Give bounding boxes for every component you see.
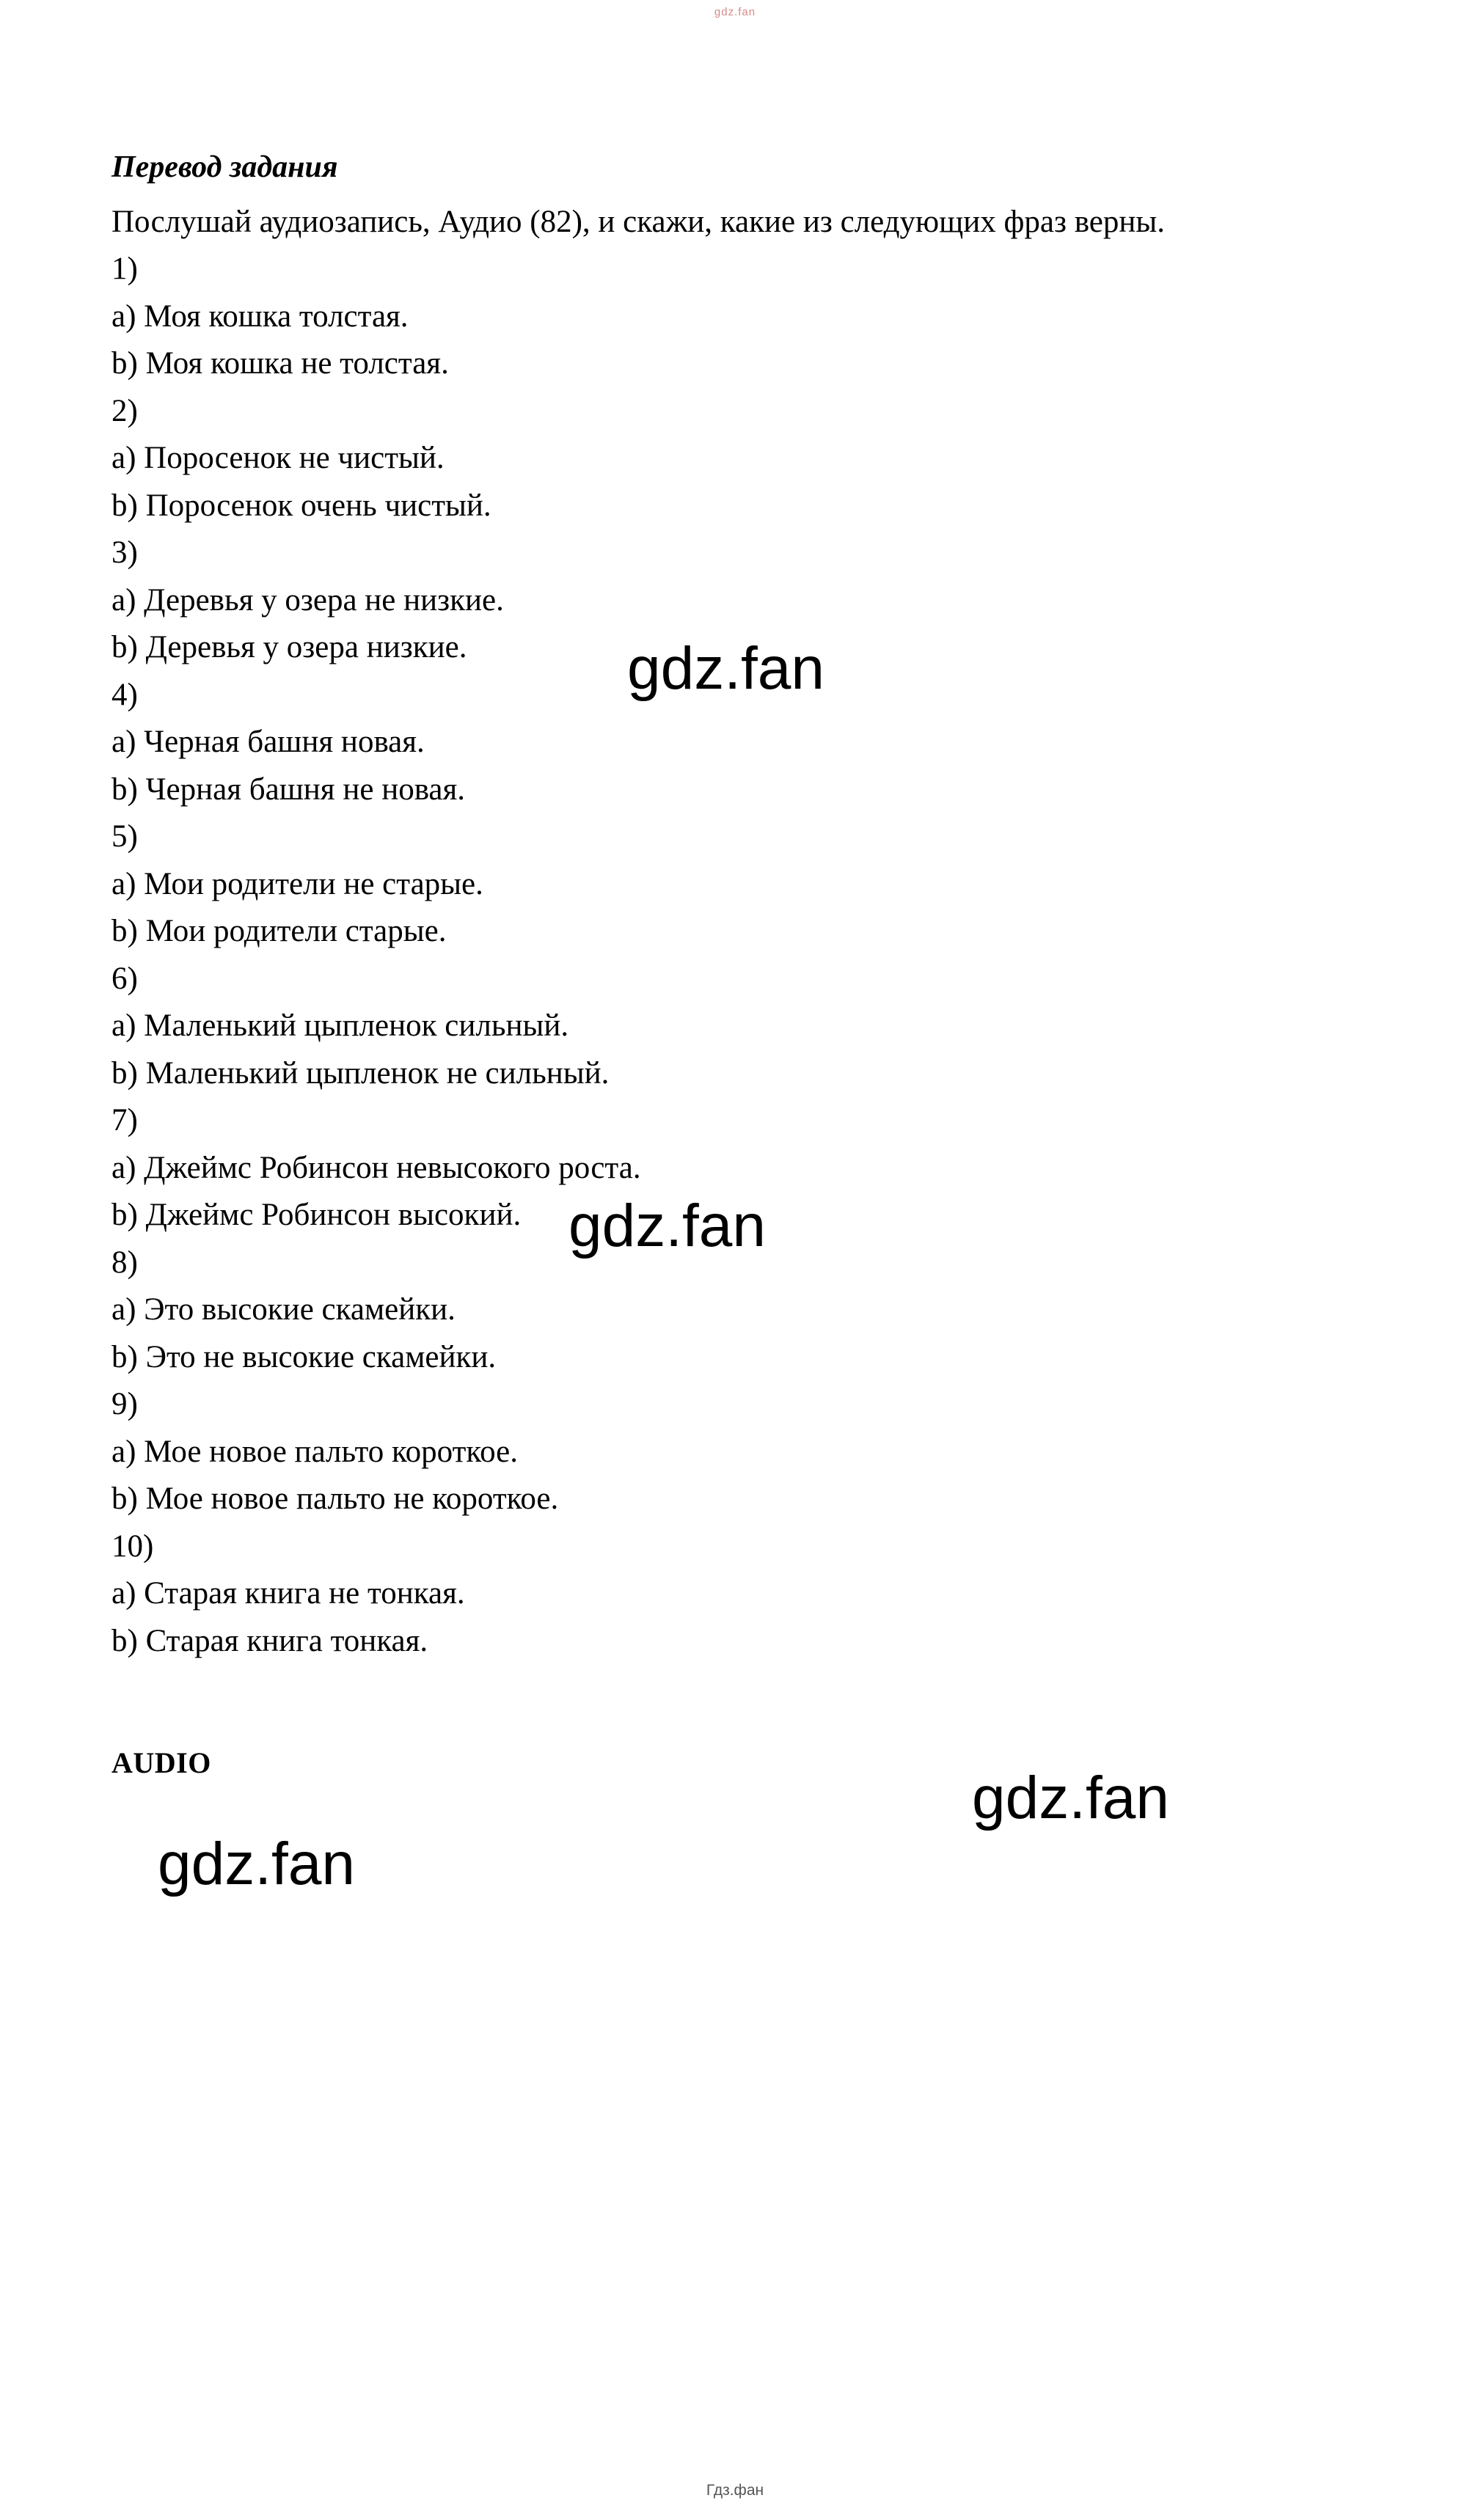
item-option-b: b) Старая книга тонкая. (111, 1623, 428, 1658)
audio-section-label: AUDIO (111, 1746, 211, 1780)
page-footer: Гдз.фан (706, 2482, 764, 2499)
item-option-a: a) Моя кошка толстая. (111, 298, 409, 334)
item-number: 4) (111, 677, 138, 712)
item-option-b: b) Мои родители старые. (111, 914, 447, 949)
item-number: 3) (111, 535, 138, 571)
item-number: 10) (111, 1528, 154, 1564)
item-option-a: a) Черная башня новая. (111, 725, 425, 760)
page-title: Перевод задания (111, 150, 338, 184)
item-option-a: a) Маленький цыпленок сильный. (111, 1008, 569, 1044)
intro-paragraph: Послушай аудиозапись, Аудио (82), и скажи, какие из следующих фраз верны. (111, 204, 1166, 239)
watermark: gdz.fan (158, 1831, 355, 1897)
item-option-a: a) Мои родители не старые. (111, 866, 483, 901)
item-option-b: b) Деревья у озера низкие. (111, 630, 467, 665)
item-option-a: a) Старая книга не тонкая. (111, 1576, 465, 1611)
watermark: gdz.fan (972, 1765, 1169, 1831)
item-number: 2) (111, 393, 138, 428)
item-option-a: a) Деревья у озера не низкие. (111, 582, 504, 618)
item-option-b: b) Маленький цыпленок не сильный. (111, 1055, 610, 1091)
item-option-b: b) Черная башня не новая. (111, 772, 466, 807)
item-option-b: b) Джеймс Робинсон высокий. (111, 1198, 522, 1233)
item-option-a: a) Мое новое пальто короткое. (111, 1434, 518, 1469)
item-number: 6) (111, 961, 138, 996)
item-option-a: a) Это высокие скамейки. (111, 1292, 456, 1327)
item-option-a: a) Джеймс Робинсон невысокого роста. (111, 1150, 641, 1185)
item-option-b: b) Поросенок очень чистый. (111, 488, 491, 523)
item-number: 9) (111, 1387, 138, 1422)
watermark: gdz.fan (627, 635, 824, 702)
item-number: 8) (111, 1245, 138, 1280)
top-watermark: gdz.fan (714, 6, 756, 18)
item-option-b: b) Моя кошка не толстая. (111, 346, 449, 381)
item-option-b: b) Мое новое пальто не короткое. (111, 1481, 559, 1517)
item-number: 5) (111, 819, 138, 854)
item-number: 7) (111, 1103, 138, 1138)
item-number: 1) (111, 252, 138, 287)
item-option-a: a) Поросенок не чистый. (111, 441, 445, 476)
item-option-b: b) Это не высокие скамейки. (111, 1339, 497, 1374)
watermark: gdz.fan (568, 1193, 766, 1259)
document-body (111, 147, 1373, 1780)
